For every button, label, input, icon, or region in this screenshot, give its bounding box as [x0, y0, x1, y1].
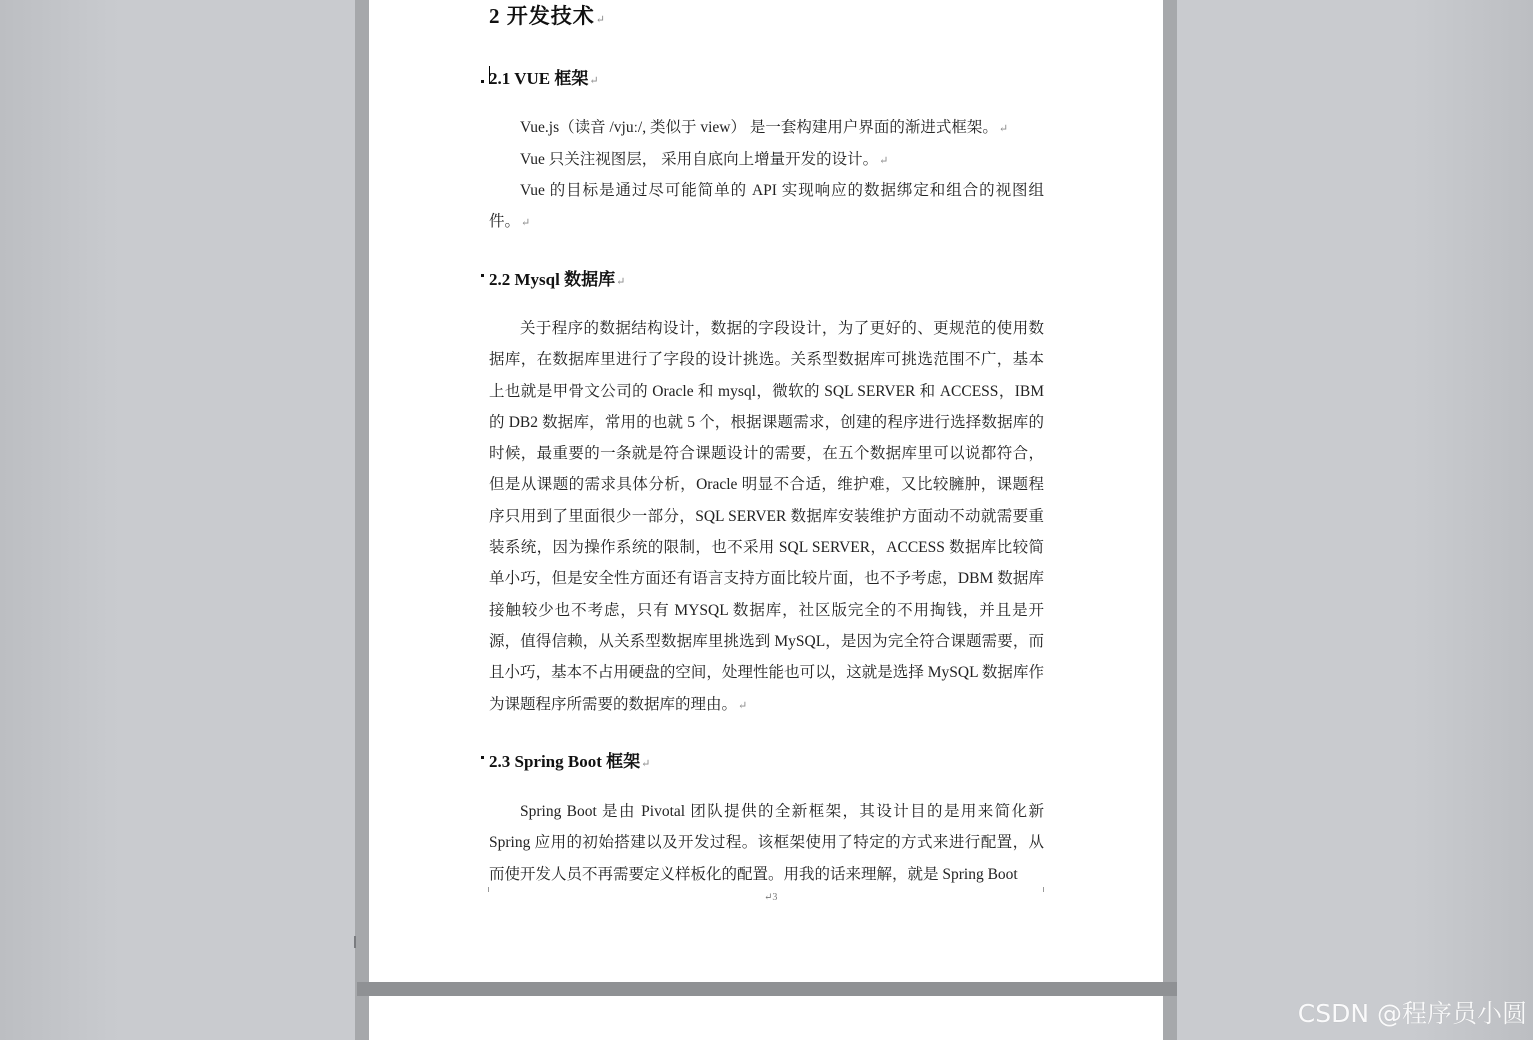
paragraph-text: Vue.js（读音 /vjuː/, 类似于 view） 是一套构建用户界面的渐进式框架。 [520, 119, 998, 136]
paragraph[interactable] [489, 112, 1044, 145]
section-title-mysql [489, 265, 625, 290]
next-page[interactable] [369, 996, 1163, 1040]
section-title-vue [489, 64, 599, 89]
section-title-text: 2.2 Mysql 数据库 [489, 270, 616, 289]
margin-corner-mark [1043, 887, 1044, 892]
chapter-title [489, 0, 606, 30]
section-title-spring-boot [489, 747, 650, 772]
section-title-text: 2.3 Spring Boot 框架 [489, 752, 641, 771]
paragraph[interactable] [489, 796, 1044, 890]
paragraph-mark: ↵ [595, 14, 606, 26]
section-bullet [481, 80, 484, 83]
paragraph-mark: ↵ [521, 217, 531, 230]
paragraph-mark: ↵ [764, 892, 773, 903]
chapter-title-text: 2 开发技术 [489, 4, 595, 28]
paragraph-text: Spring Boot 是由 Pivotal 团队提供的全新框架，其设计目的是用来简化新 Spring 应用的初始搭建以及开发过程。该框架使用了特定的方式来进行配置，从而使开发人员不再需要定义样板化的配置。用我的话来理解，就是 Spring Boot [489, 803, 1044, 883]
paragraph[interactable] [489, 175, 1044, 240]
paragraph-text: Vue 的目标是通过尽可能简单的 API 实现响应的数据绑定和组合的视图组件。 [489, 182, 1044, 231]
paragraph-mark: ↵ [641, 758, 651, 770]
scroll-marker [354, 936, 356, 948]
section-title-text: 2.1 VUE 框架 [489, 69, 589, 88]
paragraph-mark: ↵ [738, 699, 748, 712]
page-shadow-right [1163, 0, 1177, 1040]
paragraph[interactable] [489, 313, 1044, 722]
paragraph-mark: ↵ [879, 155, 889, 167]
watermark: CSDN @程序员小圆 [1297, 999, 1527, 1028]
page-separator [357, 982, 1177, 996]
paragraph-mark: ↵ [616, 276, 626, 288]
section-bullet [481, 756, 484, 759]
page-shadow-left [355, 0, 369, 1040]
paragraph-mark: ↵ [589, 75, 599, 87]
page-number-text: 3 [772, 892, 778, 903]
paragraph-mark: ↵ [998, 123, 1009, 135]
paragraph-text: Vue 只关注视图层， 采用自底向上增量开发的设计。 [520, 151, 879, 168]
paragraph-text: 关于程序的数据结构设计，数据的字段设计，为了更好的、更规范的使用数据库，在数据库里进行了字段的设计挑选。关系型数据库可挑选范围不广，基本上也就是甲骨文公司的 Oracle 和 mysql，微软的 SQL SERVER 和 ACCESS，IBM 的 DB2 数据库，常用的也就 5 个，根据课题需求，创建的程序进行选择数据库的时候，最重要的一条就是符合课题设计的需要，在五个数据库里可以说都符合，但是从课题的需求具体分析，Oracle 明显不合适，维护难，又比较臃肿，课题程序只用到了里面很少一部分，SQL SERVER 数据库安装维护方面动不动就需要重装系统，因为操作系统的限制，也不采用 SQL SERVER，ACCESS 数据库比较简单小巧，但是安全性方面还有语言支持方面比较片面，也不予考虑，DBM 数据库接触较少也不考虑，只有 MYSQL 数据库，社区版完全的不用掏钱，并且是开源，值得信赖，从关系型数据库里挑选到 MySQL，是因为完全符合课题需要，而且小巧，基本不占用硬盘的空间，处理性能也可以，这就是选择 MySQL 数据库作为课题程序所需要的数据库的理由。 [489, 320, 1044, 713]
page-number [764, 892, 777, 903]
margin-corner-mark [488, 887, 489, 892]
paragraph[interactable] [489, 144, 1044, 177]
section-bullet [481, 274, 484, 277]
